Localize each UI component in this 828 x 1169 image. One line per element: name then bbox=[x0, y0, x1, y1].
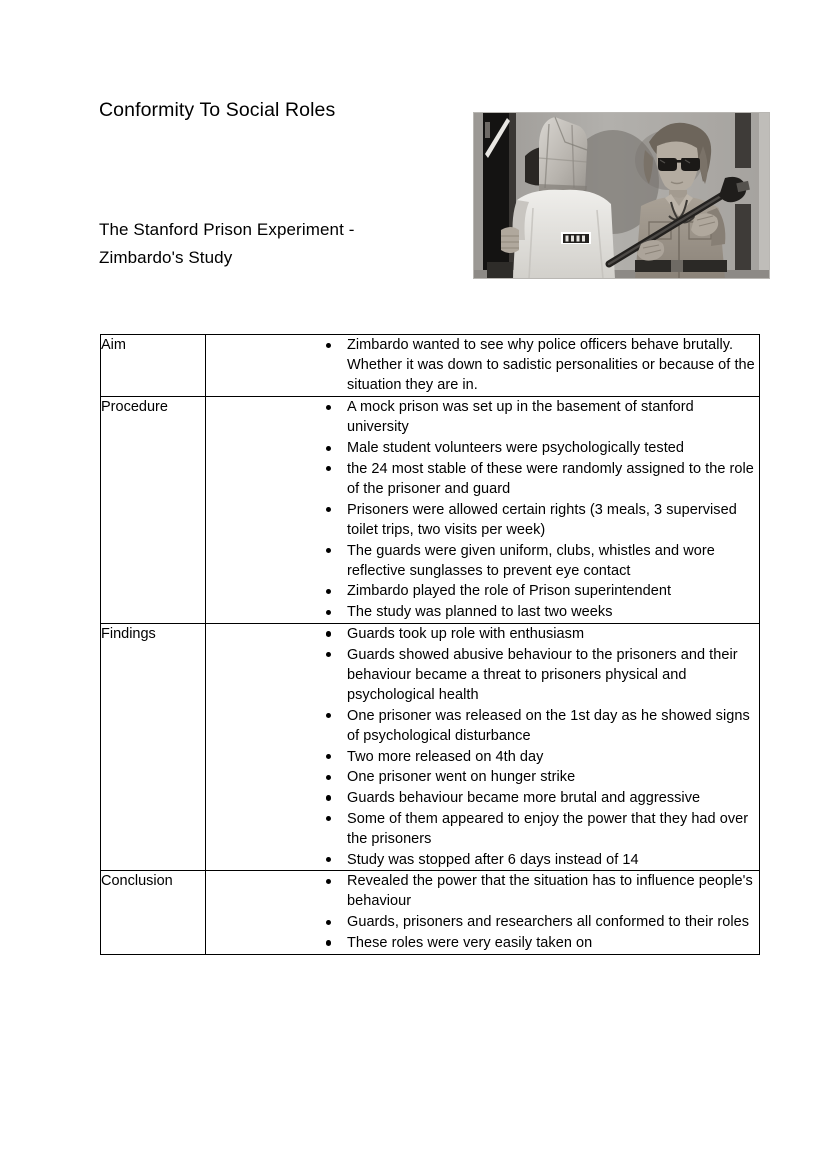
list-item: Prisoners were allowed certain rights (3 meals, 3 supervised toilet trips, two visits per week) bbox=[347, 500, 759, 540]
bullet-list bbox=[206, 397, 759, 622]
list-item: Guards, prisoners and researchers all conformed to their roles bbox=[347, 912, 759, 932]
bullet-list bbox=[206, 335, 759, 396]
list-item: Guards behaviour became more brutal and aggressive bbox=[347, 788, 759, 808]
table-row bbox=[101, 335, 760, 397]
row-label-findings: Findings bbox=[101, 623, 206, 870]
list-item: the 24 most stable of these were randomly assigned to the role of the prisoner and guard bbox=[347, 459, 759, 499]
list-item: These roles were very easily taken on bbox=[347, 933, 759, 953]
bullet-list bbox=[206, 871, 759, 953]
table-row bbox=[101, 397, 760, 624]
list-item: Guards showed abusive behaviour to the prisoners and their behaviour became a threat to prisoners physical and psychological health bbox=[347, 645, 759, 706]
list-item: One prisoner went on hunger strike bbox=[347, 767, 759, 787]
row-label-conclusion: Conclusion bbox=[101, 871, 206, 954]
row-content-aim bbox=[206, 335, 760, 397]
table-row bbox=[101, 871, 760, 954]
list-item: One prisoner was released on the 1st day as he showed signs of psychological disturbance bbox=[347, 706, 759, 746]
document-header bbox=[99, 96, 771, 286]
page-title: Conformity To Social Roles bbox=[99, 99, 336, 121]
page-subtitle: The Stanford Prison Experiment - Zimbardo's Study bbox=[99, 220, 355, 267]
list-item: A mock prison was set up in the basement of stanford university bbox=[347, 397, 759, 437]
row-content-findings bbox=[206, 623, 760, 870]
row-label-aim: Aim bbox=[101, 335, 206, 397]
table-row bbox=[101, 623, 760, 870]
prison-photo-illustration bbox=[473, 112, 770, 279]
list-item: Guards took up role with enthusiasm bbox=[347, 624, 759, 644]
list-item: Zimbardo played the role of Prison superintendent bbox=[347, 581, 759, 601]
row-content-procedure bbox=[206, 397, 760, 624]
list-item: Male student volunteers were psychologically tested bbox=[347, 438, 759, 458]
row-content-conclusion bbox=[206, 871, 760, 954]
list-item: Two more released on 4th day bbox=[347, 747, 759, 767]
stanford-prison-experiment-photo bbox=[473, 112, 770, 279]
table-body bbox=[101, 335, 760, 955]
list-item: The guards were given uniform, clubs, whistles and wore reflective sunglasses to prevent eye contact bbox=[347, 541, 759, 581]
row-label-procedure: Procedure bbox=[101, 397, 206, 624]
list-item: Zimbardo wanted to see why police officers behave brutally. Whether it was down to sadistic personalities or because of the situation they are in. bbox=[347, 335, 759, 396]
list-item: Revealed the power that the situation has to influence people's behaviour bbox=[347, 871, 759, 911]
bullet-list bbox=[206, 624, 759, 870]
study-summary-table bbox=[100, 334, 760, 955]
list-item: The study was planned to last two weeks bbox=[347, 602, 759, 622]
list-item: Study was stopped after 6 days instead of 14 bbox=[347, 850, 759, 870]
list-item: Some of them appeared to enjoy the power that they had over the prisoners bbox=[347, 809, 759, 849]
